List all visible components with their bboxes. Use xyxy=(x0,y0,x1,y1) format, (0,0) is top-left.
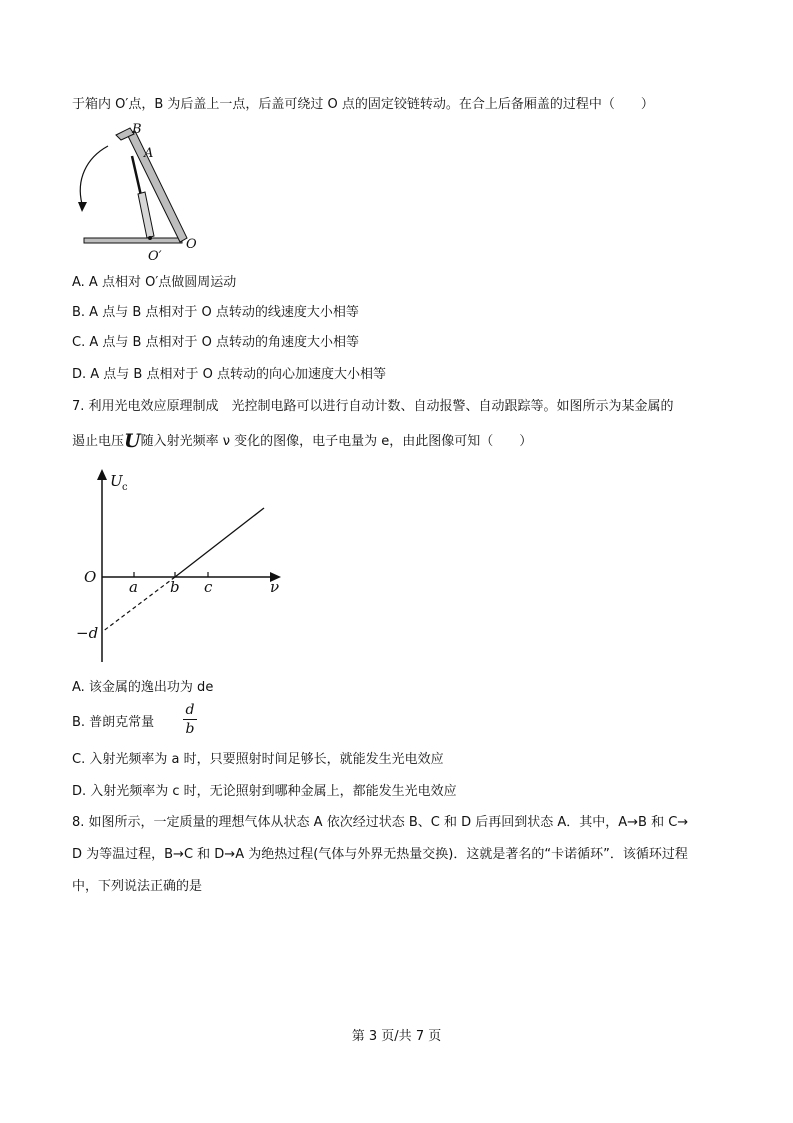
y-axis-label: U xyxy=(110,472,123,490)
y-axis-sub: c xyxy=(122,482,128,493)
label-b: B xyxy=(132,122,142,137)
graph-solid-line xyxy=(175,508,264,577)
rotation-arrowhead xyxy=(78,202,87,212)
hatch-figure xyxy=(70,120,210,265)
origin-label: O xyxy=(84,568,97,586)
page-footer: 第 3 页/共 7 页 xyxy=(351,1029,442,1044)
q7-line2 xyxy=(72,432,532,451)
lid-bar xyxy=(127,131,187,242)
pivot-o-prime xyxy=(148,236,152,240)
tick-c-label: c xyxy=(204,578,213,596)
q7-uc-symbol: U xyxy=(124,430,141,452)
graph-dashed-line xyxy=(102,577,175,632)
intercept-label: −d xyxy=(76,624,99,642)
q7-line2-suffix: 随入射光频率 ν 变化的图像，电子电量为 e，由此图像可知（ ） xyxy=(140,434,533,449)
planck-fraction xyxy=(183,702,197,737)
q8-line3: 中，下列说法正确的是 xyxy=(72,879,203,894)
tick-a-label: a xyxy=(129,578,138,596)
stopping-voltage-graph xyxy=(74,466,289,671)
fraction-bar xyxy=(183,719,197,720)
label-o-prime: O′ xyxy=(148,249,162,264)
q7-line2-prefix: 遏止电压 xyxy=(72,434,125,449)
q7-option-a: A. 该金属的逸出功为 de xyxy=(72,680,214,695)
x-axis-label: ν xyxy=(270,578,280,596)
q8-line1: 8. 如图所示，一定质量的理想气体从状态 A 依次经过状态 B、C 和 D 后再回到状态 A．其中，A→B 和 C→ xyxy=(72,815,689,830)
label-a: A xyxy=(144,146,154,161)
fraction-numerator: d xyxy=(185,702,195,718)
fraction-denominator: b xyxy=(185,721,195,737)
q6-option-d: D. A 点与 B 点相对于 O 点转动的向心加速度大小相等 xyxy=(72,367,386,382)
label-o: O xyxy=(186,237,197,252)
strut-cylinder xyxy=(138,192,154,238)
q6-option-a: A. A 点相对 O′点做圆周运动 xyxy=(72,275,237,290)
q6-option-b: B. A 点与 B 点相对于 O 点转动的线速度大小相等 xyxy=(72,305,359,320)
y-axis-arrowhead xyxy=(97,469,107,480)
q7-option-b: B. 普朗克常量 xyxy=(72,715,155,730)
rotation-arrow xyxy=(80,146,108,204)
q7-line1: 7. 利用光电效应原理制成 光控制电路可以进行自动计数、自动报警、自动跟踪等。如图所示为某金属的 xyxy=(72,399,674,414)
q7-option-d: D. 入射光频率为 c 时，无论照射到哪种金属上，都能发生光电效应 xyxy=(72,784,457,799)
q6-option-c: C. A 点与 B 点相对于 O 点转动的角速度大小相等 xyxy=(72,335,360,350)
q6-intro: 于箱内 O′点，B 为后盖上一点，后盖可绕过 O 点的固定铰链转动。在合上后备厢盖的过程中（ ） xyxy=(72,97,654,112)
q7-option-c: C. 入射光频率为 a 时，只要照射时间足够长，就能发生光电效应 xyxy=(72,752,444,767)
base-bar xyxy=(84,238,182,243)
q8-line2: D 为等温过程，B→C 和 D→A 为绝热过程(气体与外界无热量交换)．这就是著名的“卡诺循环”．该循环过程 xyxy=(72,847,688,862)
tick-b-label: b xyxy=(170,578,180,596)
